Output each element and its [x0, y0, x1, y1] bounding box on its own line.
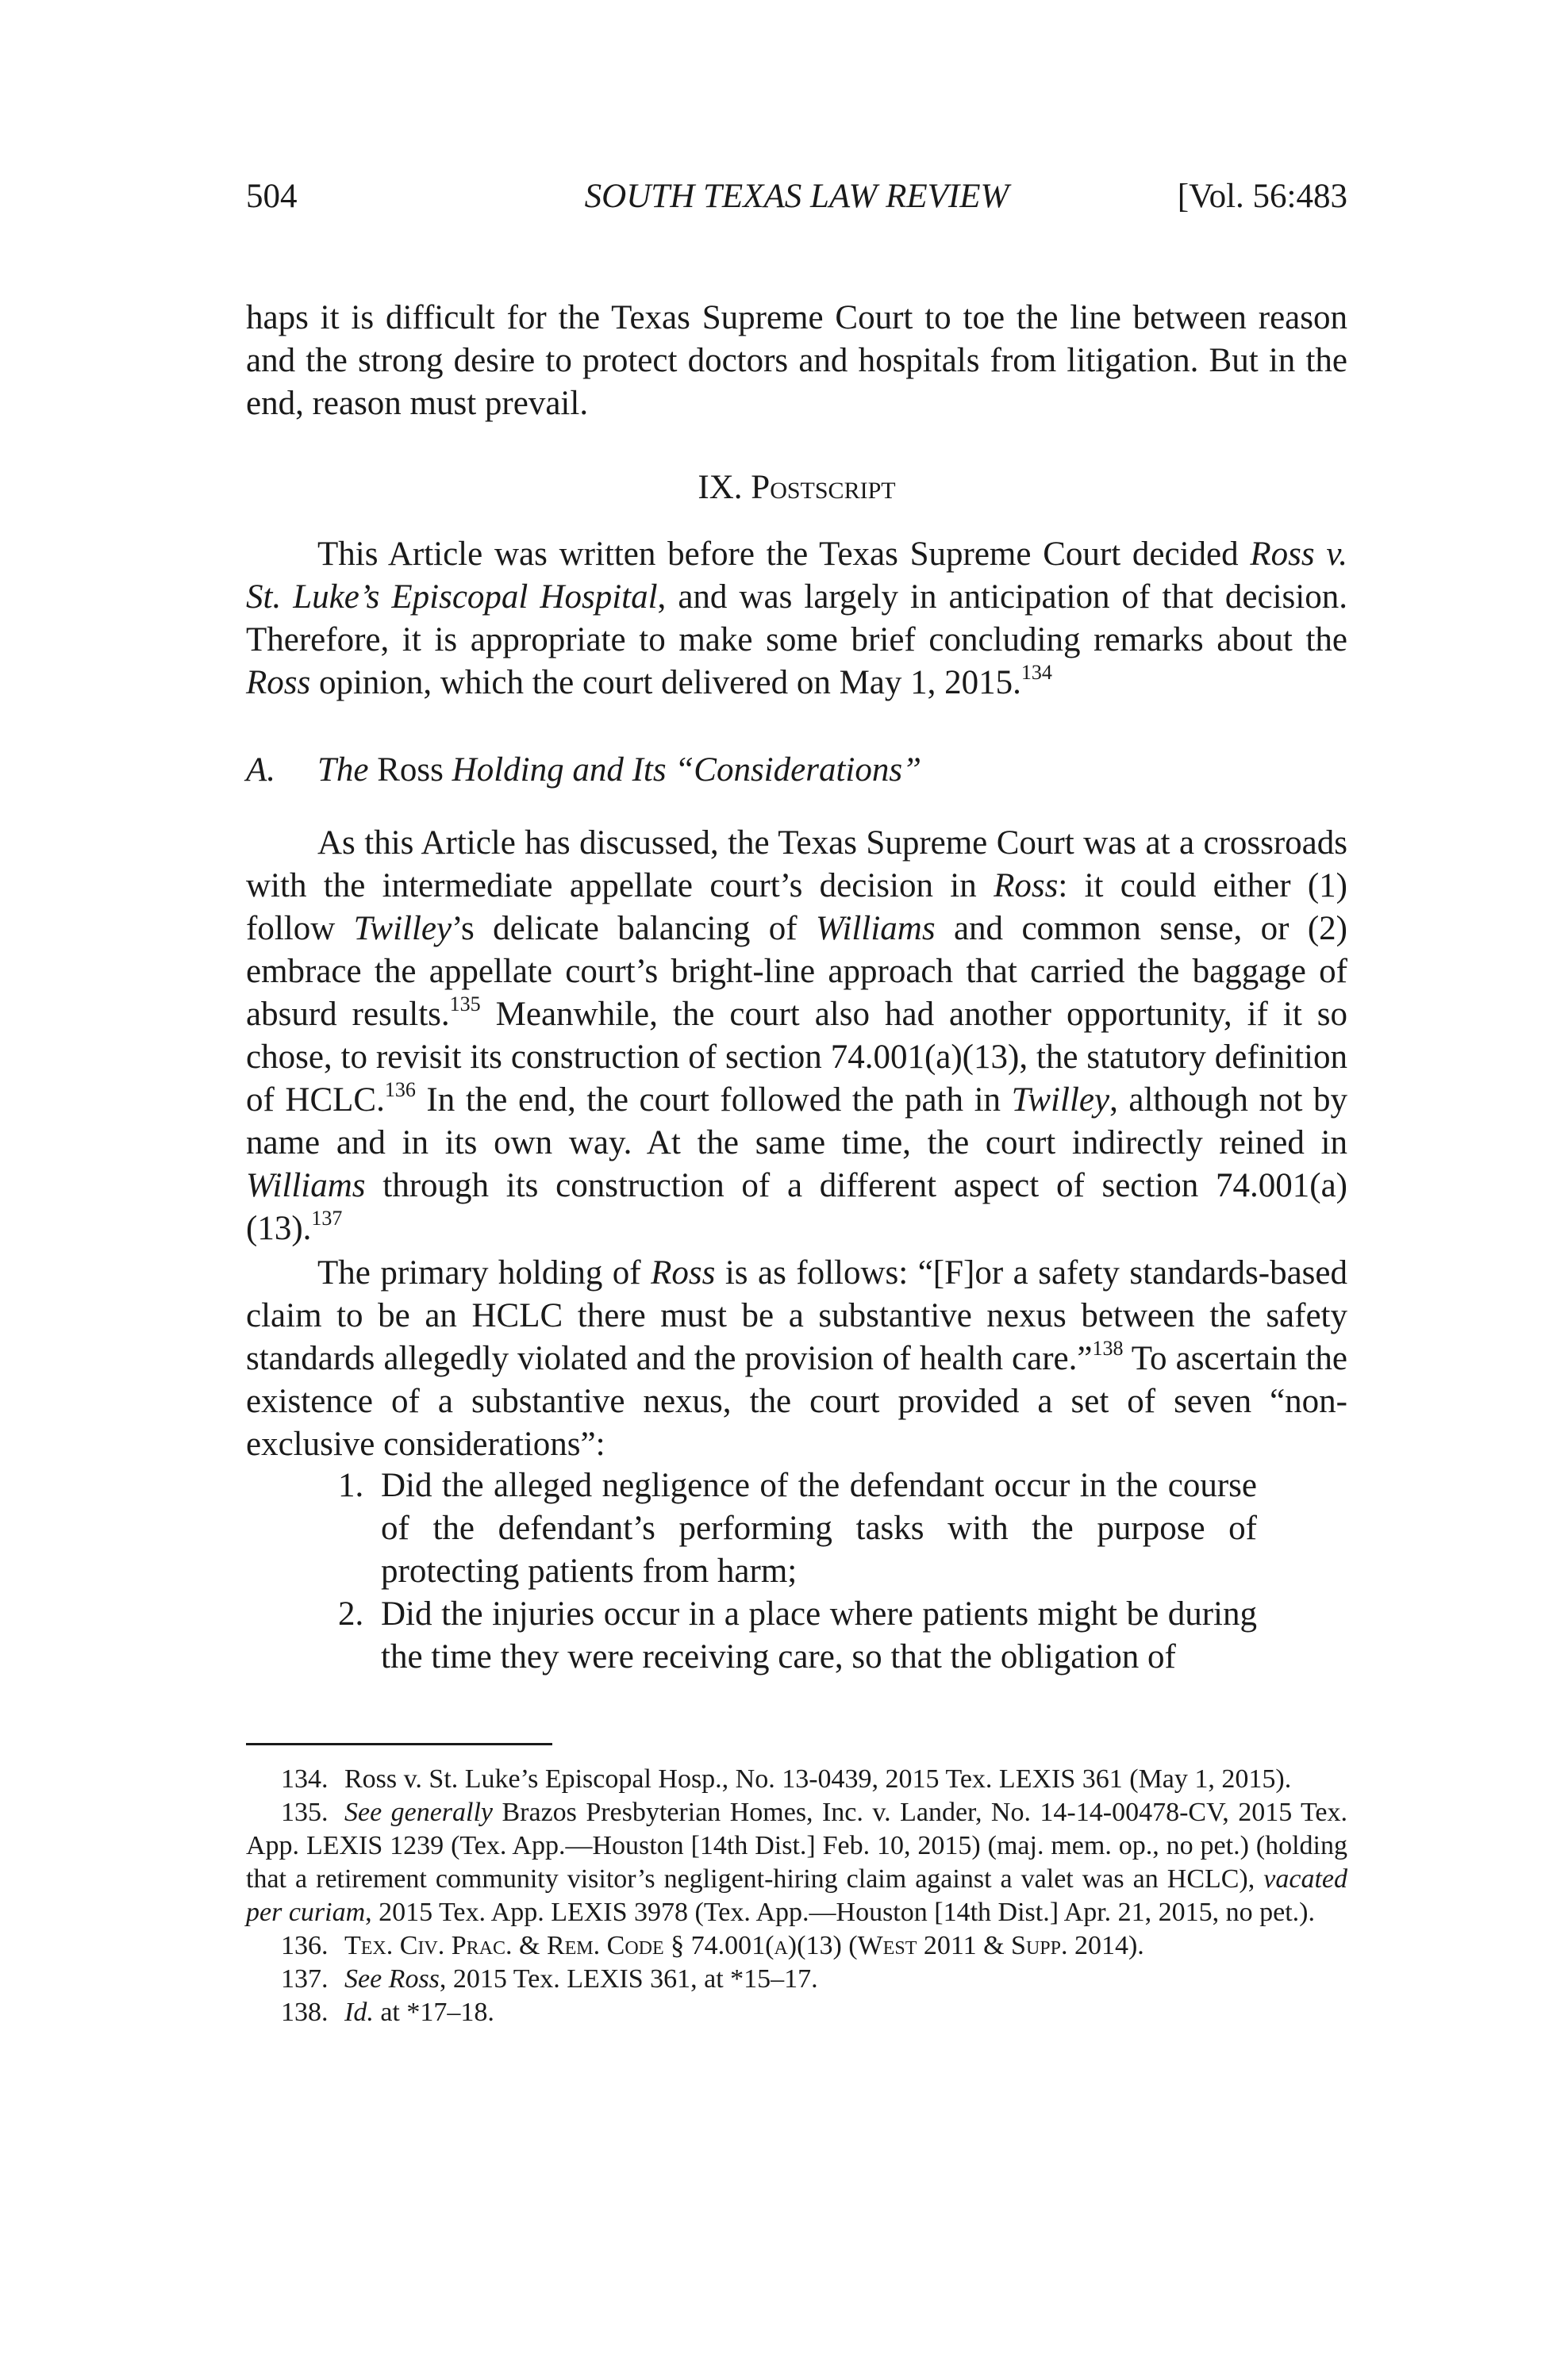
footnote-number: 138.: [281, 1998, 329, 2027]
footnote-ref-135[interactable]: 135: [449, 992, 481, 1015]
list-text: Did the alleged negligence of the defendant occur in the course of the defendant’s performing tasks with the purpose of protecting patients from harm;: [381, 1467, 1257, 1590]
footnote-ref-136[interactable]: 136: [384, 1078, 416, 1101]
volume-citation: [Vol. 56:483: [1177, 178, 1347, 215]
footnote-ref-134[interactable]: 134: [1020, 661, 1052, 684]
footnote-ref-138[interactable]: 138: [1092, 1337, 1124, 1360]
case-name-ross: Ross v. St. Luke’s Episcopal Hospital: [246, 536, 1347, 616]
footnote-number: 134.: [281, 1764, 329, 1794]
consideration-list-item: [246, 1593, 1347, 1679]
list-text: Did the injuries occur in a place where patients might be during the time they were receiving care, so that the obligation of: [381, 1595, 1257, 1676]
case-ross-holding: Ross: [651, 1254, 716, 1292]
case-short-ross: Ross: [246, 664, 311, 701]
discussion-paragraph: As this Article has discussed, the Texas Supreme Court was at a crossroads with the intermediate appellate court’s decision in Ross: it could either (1) follow Twilley’s delicate balancing of Williams and common sense, or (2) embrace the appellate court’s bright-line approach that carried the baggage of absurd results.$^{135}$ Meanwhile, the court also had another opportunity, if it so chose, to revisit its construction of section 74.001(a)(13), the statutory definition of HCLC.$^{136}$ In the end, the court followed the path in Twilley, although not by name and in its own way. At the same time, the court indirectly reined in Williams through its construction of a different aspect of section 74.001(a)(13).$^{137}$: [246, 824, 1347, 1247]
postscript-paragraph: [246, 533, 1347, 704]
list-number: 1.: [338, 1467, 364, 1504]
subsection-letter: A.: [246, 751, 276, 789]
page-number: 504: [246, 178, 298, 215]
footnote-number: 136.: [281, 1931, 329, 1960]
postscript-text-3: opinion, which the court delivered on May 1, 2015.: [310, 664, 1021, 701]
footnote-ref-137[interactable]: 137: [311, 1207, 343, 1230]
footnote-number: 137.: [281, 1964, 329, 1994]
subsection-title: The Ross Holding and Its “Considerations”: [317, 751, 921, 789]
postscript-text-2: , and was largely in anticipation of that decision. Therefore, it is appropriate to make some brief concluding remarks about the: [246, 578, 1347, 658]
case-williams: Williams: [816, 910, 936, 947]
footnote-136: 136. Tex. Civ. Prac. & Rem. Code § 74.001(a)(13) (West 2011 & Supp. 2014).: [246, 1929, 1347, 1963]
footnote-134: 134. Ross v. St. Luke’s Episcopal Hosp., No. 13-0439, 2015 Tex. LEXIS 361 (May 1, 2015).: [246, 1763, 1347, 1796]
subsection-heading: [246, 749, 1347, 792]
intro-paragraph: [246, 297, 1347, 425]
section-heading: [246, 466, 1347, 509]
intro-text: haps it is difficult for the Texas Supreme Court to toe the line between reason and the strong desire to protect doctors and hospitals from litigation. But in the end, reason must prevail.: [246, 299, 1347, 422]
section-numeral: IX.: [698, 469, 743, 506]
footnote-number: 135.: [281, 1798, 329, 1827]
postscript-text-1: This Article was written before the Texas Supreme Court decided: [317, 536, 1251, 573]
consideration-list-item: [246, 1464, 1347, 1593]
case-twilley: Twilley: [353, 910, 452, 947]
footnote-137: 137. See Ross, 2015 Tex. LEXIS 361, at *15–17.: [246, 1963, 1347, 1996]
journal-title: SOUTH TEXAS LAW REVIEW: [584, 178, 1009, 215]
case-ross: Ross: [994, 867, 1059, 904]
footnote-135: 135. See generally Brazos Presbyterian Homes, Inc. v. Lander, No. 14-14-00478-CV, 2015 Tex. App. LEXIS 1239 (Tex. App.—Houston [14th Dist.] Feb. 10, 2015) (maj. mem. op., no pet.) (holding that a retirement community visitor’s negligent-hiring claim against a valet was an HCLC), vacated per curiam, 2015 Tex. App. LEXIS 3978 (Tex. App.—Houston [14th Dist.] Apr. 21, 2015, no pet.).: [246, 1798, 1348, 1927]
subsection-case-name: Ross: [377, 751, 444, 789]
footnote-138: 138. Id. at *17–18.: [246, 1996, 1347, 2029]
case-twilley-2: Twilley: [1011, 1081, 1110, 1119]
case-williams-2: Williams: [246, 1167, 366, 1204]
footnotes: [246, 1763, 1347, 2029]
footnote-divider: [246, 1743, 552, 1745]
running-header: [246, 173, 1347, 221]
list-number: 2.: [338, 1595, 364, 1633]
holding-paragraph: The primary holding of Ross is as follows: “[F]or a safety standards-based claim to be an HCLC there must be a substantive nexus between the safety standards allegedly violated and the provision of health care.”$^{138}$ To ascertain the existence of a substantive nexus, the court provided a set of seven “non-exclusive considerations”:: [246, 1254, 1347, 1463]
section-title: Postscript: [751, 469, 896, 506]
